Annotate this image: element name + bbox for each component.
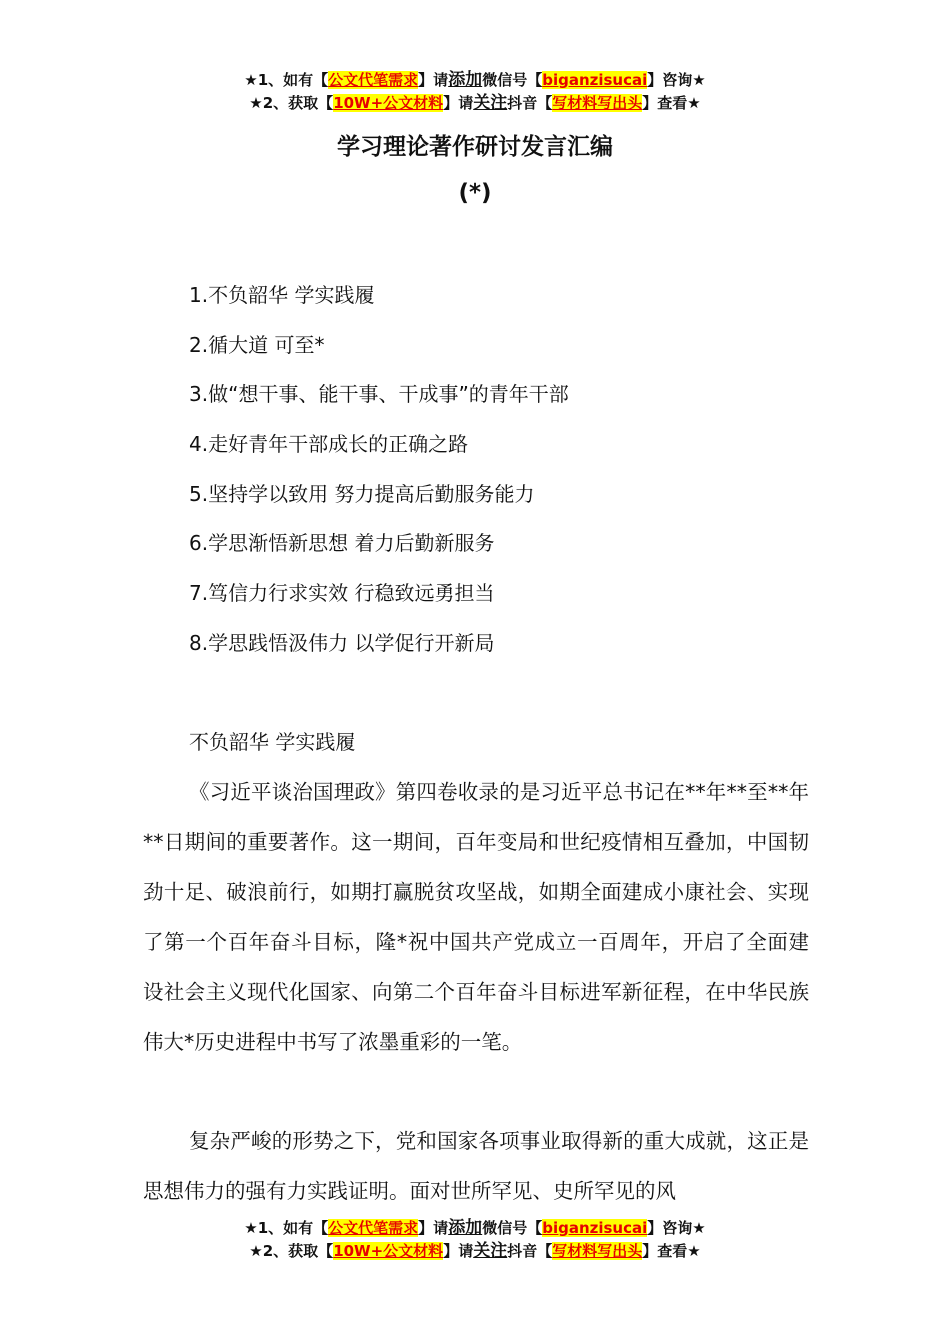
promo-line-2 xyxy=(0,92,950,115)
body-paragraph: 《习近平谈治国理政》第四卷收录的是习近平总书记在**年**至**年**日期间的重要著作。这一期间，百年变局和世纪疫情相互叠加，中国韧劲十足、破浪前行，如期打赢脱贫攻坚战，如期全面建成小康社会、实现了第一个百年奋斗目标，隆*祝中国共产党成立一百周年，开启了全面建设社会主义现代化国家、向第二个百年奋斗目标进军新征程，在中华民族伟大*历史进程中书写了浓墨重彩的一笔。 xyxy=(143,780,809,1054)
promo-text: 微信号【 xyxy=(482,71,543,89)
document-title: 学习理论著作研讨发言汇编 xyxy=(337,134,613,160)
promo-line-1 xyxy=(0,1217,950,1240)
promo-line-1 xyxy=(0,69,950,92)
promo-text: 】查看★ xyxy=(642,1242,701,1260)
promo-highlight: 公文代笔需求 xyxy=(328,1219,419,1237)
promo-text: 】咨询★ xyxy=(647,1219,706,1237)
promo-text: ★2、获取【 xyxy=(249,94,334,112)
table-of-contents xyxy=(189,277,829,675)
promo-emphasis: 添加 xyxy=(448,1218,483,1238)
douyin-id-highlight: 写材料写出头 xyxy=(552,1242,643,1260)
promo-text: ★1、如有【 xyxy=(244,71,329,89)
promo-line-2 xyxy=(0,1240,950,1263)
douyin-id-highlight: 写材料写出头 xyxy=(552,94,643,112)
toc-item: 8.学思践悟汲伟力 以学促行开新局 xyxy=(189,630,495,655)
toc-item: 6.学思渐悟新思想 着力后勤新服务 xyxy=(189,531,495,556)
promo-text: 抖音【 xyxy=(507,94,553,112)
toc-item: 3.做“想干事、能干事、干成事”的青年干部 xyxy=(189,382,569,407)
promo-emphasis: 关注 xyxy=(473,93,508,113)
footer-promo-banner xyxy=(0,1217,950,1263)
toc-item: 2.循大道 可至* xyxy=(189,332,325,357)
promo-text: ★1、如有【 xyxy=(244,1219,329,1237)
promo-text: 抖音【 xyxy=(507,1242,553,1260)
section-heading: 不负韶华 学实践履 xyxy=(189,730,356,754)
wechat-id-highlight: biganzisucai xyxy=(542,1219,648,1237)
document-subtitle: (*) xyxy=(458,180,492,206)
toc-item: 1.不负韶华 学实践履 xyxy=(189,283,375,307)
promo-text: 】请 xyxy=(443,94,474,112)
promo-text: 】查看★ xyxy=(642,94,701,112)
wechat-id-highlight: biganzisucai xyxy=(542,71,648,89)
promo-highlight: 公文代笔需求 xyxy=(328,71,419,89)
toc-item: 4.走好青年干部成长的正确之路 xyxy=(189,432,469,457)
promo-highlight: 10W+公文材料 xyxy=(333,1242,444,1260)
promo-text: 】请 xyxy=(418,1219,449,1237)
promo-emphasis: 关注 xyxy=(473,1241,508,1261)
promo-text: 微信号【 xyxy=(482,1219,543,1237)
promo-text: 】咨询★ xyxy=(647,71,706,89)
toc-item: 7.笃信力行求实效 行稳致远勇担当 xyxy=(189,581,495,606)
promo-text: 】请 xyxy=(418,71,449,89)
toc-item: 5.坚持学以致用 努力提高后勤服务能力 xyxy=(189,481,535,506)
promo-text: ★2、获取【 xyxy=(249,1242,334,1260)
header-promo-banner xyxy=(0,69,950,115)
promo-emphasis: 添加 xyxy=(448,70,483,90)
body-paragraph: 复杂严峻的形势之下，党和国家各项事业取得新的重大成就，这正是思想伟力的强有力实践证明。面对世所罕见、史所罕见的风 xyxy=(143,1129,809,1203)
promo-text: 】请 xyxy=(443,1242,474,1260)
promo-highlight: 10W+公文材料 xyxy=(333,94,444,112)
